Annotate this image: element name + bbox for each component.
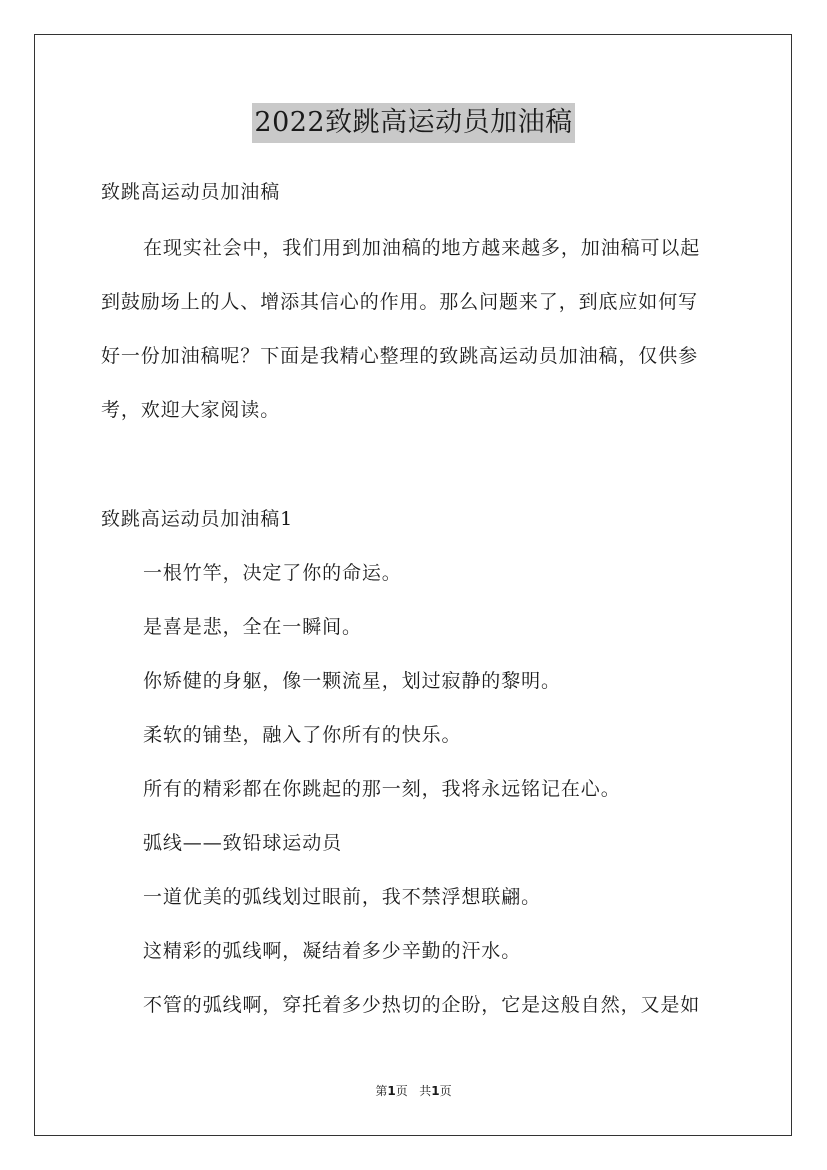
paragraph-line: 不管的弧线啊，穿托着多少热切的企盼，它是这般自然，又是如 bbox=[143, 994, 701, 1016]
footer-page-total: 1 bbox=[431, 1084, 440, 1098]
document-title: 2022致跳高运动员加油稿 bbox=[252, 103, 574, 143]
footer-page-current: 1 bbox=[387, 1084, 396, 1098]
subheading-line: 弧线——致铅球运动员 bbox=[143, 832, 343, 854]
intro-line-2: 到鼓励场上的人、增添其信心的作用。那么问题来了，到底应如何写 bbox=[101, 291, 699, 313]
intro-line-3: 好一份加油稿呢？下面是我精心整理的致跳高运动员加油稿，仅供参 bbox=[101, 345, 699, 367]
footer-prefix: 第 bbox=[375, 1084, 388, 1098]
section-heading: 致跳高运动员加油稿1 bbox=[101, 508, 294, 530]
title-wrapper bbox=[0, 103, 827, 143]
paragraph-line: 一根竹竿，决定了你的命运。 bbox=[143, 562, 402, 584]
paragraph-line: 所有的精彩都在你跳起的那一刻，我将永远铭记在心。 bbox=[143, 778, 621, 800]
paragraph-line: 一道优美的弧线划过眼前，我不禁浮想联翩。 bbox=[143, 886, 542, 908]
paragraph-line: 你矫健的身躯，像一颗流星，划过寂静的黎明。 bbox=[143, 670, 561, 692]
paragraph-line: 这精彩的弧线啊，凝结着多少辛勤的汗水。 bbox=[143, 940, 522, 962]
footer-suffix: 页 bbox=[439, 1084, 452, 1098]
paragraph-line: 是喜是悲，全在一瞬间。 bbox=[143, 616, 362, 638]
page-footer bbox=[0, 1083, 827, 1099]
footer-mid: 页 共 bbox=[395, 1084, 432, 1098]
intro-line-4: 考，欢迎大家阅读。 bbox=[101, 399, 281, 421]
paragraph-line: 柔软的铺垫，融入了你所有的快乐。 bbox=[143, 724, 462, 746]
intro-line-1: 在现实社会中，我们用到加油稿的地方越来越多，加油稿可以起 bbox=[143, 237, 701, 259]
subtitle: 致跳高运动员加油稿 bbox=[101, 181, 281, 203]
